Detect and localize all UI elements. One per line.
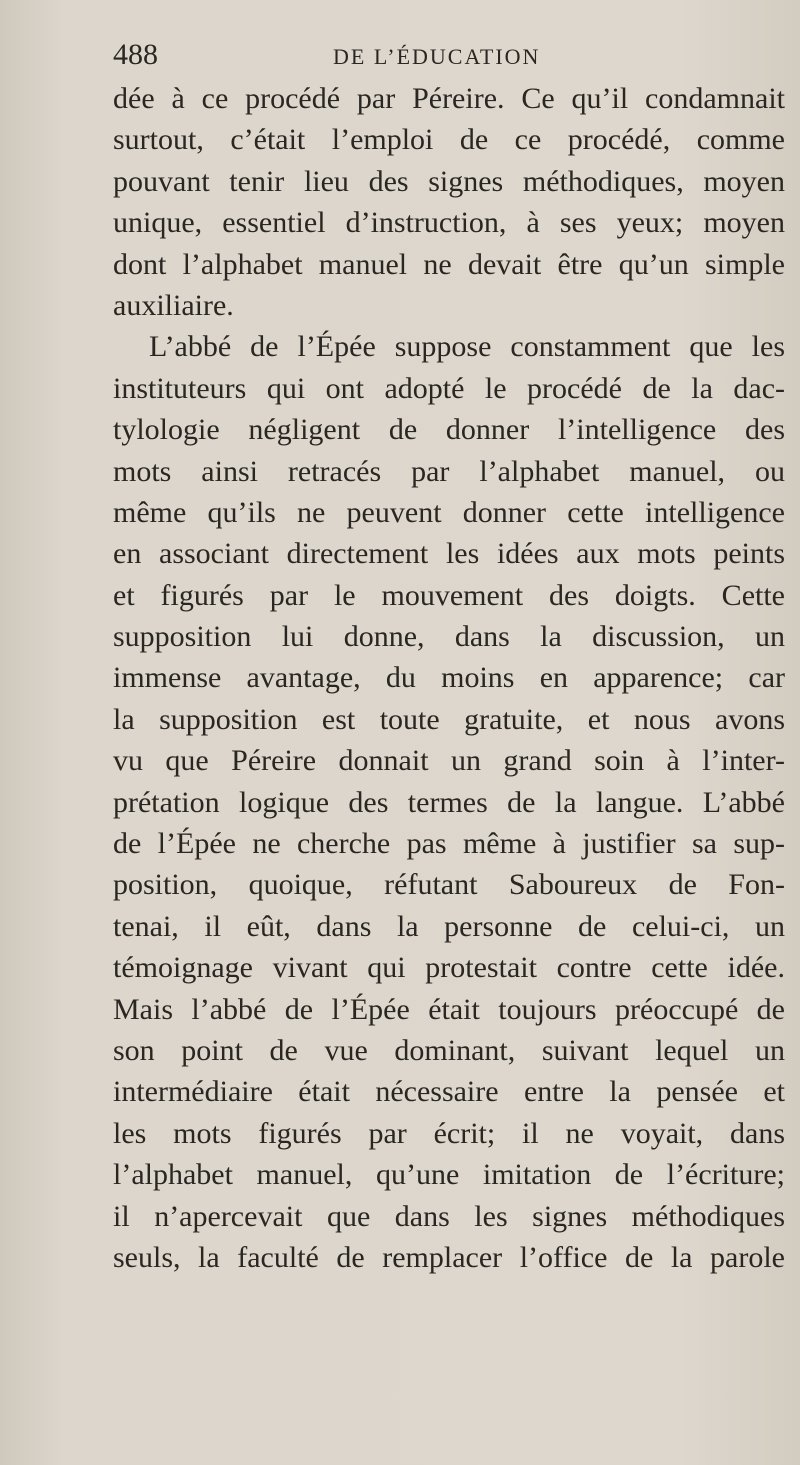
text-line: pouvant tenir lieu des signes méthodiques, moyen — [113, 164, 785, 198]
text-line: mots ainsi retracés par l’alphabet manuel, ou — [113, 454, 785, 488]
page-header — [113, 38, 785, 74]
text-line: instituteurs qui ont adopté le procédé de la dac- — [113, 371, 785, 405]
running-title: DE L’ÉDUCATION — [333, 44, 541, 69]
text-line: surtout, c’était l’emploi de ce procédé, comme — [113, 123, 785, 157]
text-line: il n’apercevait que dans les signes méthodiques — [113, 1199, 785, 1233]
text-line: intermédiaire était nécessaire entre la pensée et — [113, 1075, 785, 1109]
text-line: les mots figurés par écrit; il ne voyait, dans — [113, 1116, 785, 1150]
text-line: son point de vue dominant, suivant lequel un — [113, 1033, 785, 1067]
body-text — [113, 78, 785, 1278]
text-line: auxiliaire. — [113, 288, 234, 322]
text-line: en associant directement les idées aux mots peints — [113, 537, 785, 571]
text-line: tylologie négligent de donner l’intelligence des — [113, 413, 785, 447]
text-line: l’alphabet manuel, qu’une imitation de l’écriture; — [113, 1158, 785, 1192]
text-line: immense avantage, du moins en apparence; car — [113, 661, 785, 695]
text-line: même qu’ils ne peuvent donner cette intelligence — [113, 495, 785, 529]
text-line: Mais l’abbé de l’Épée était toujours préoccupé de — [113, 992, 785, 1026]
text-line: unique, essentiel d’instruction, à ses yeux; moyen — [113, 206, 785, 240]
text-line: et figurés par le mouvement des doigts. Cette — [113, 578, 785, 612]
text-line: seuls, la faculté de remplacer l’office de la parole — [113, 1240, 785, 1274]
text-line: tenai, il eût, dans la personne de celui-ci, un — [113, 909, 785, 943]
text-line: la supposition est toute gratuite, et nous avons — [113, 702, 785, 736]
text-line: position, quoique, réfutant Saboureux de Fon- — [113, 868, 785, 902]
text-line: dont l’alphabet manuel ne devait être qu’un simple — [113, 247, 785, 281]
text-line: témoignage vivant qui protestait contre cette idée. — [113, 951, 785, 985]
text-line: vu que Péreire donnait un grand soin à l’inter- — [113, 744, 785, 778]
text-line: de l’Épée ne cherche pas même à justifier sa sup- — [113, 827, 785, 861]
text-line: prétation logique des termes de la langue. L’abbé — [113, 785, 785, 819]
text-line: dée à ce procédé par Péreire. Ce qu’il condamnait — [113, 82, 785, 115]
text-line: supposition lui donne, dans la discussion, un — [113, 620, 785, 654]
text-line: L’abbé de l’Épée suppose constamment que les — [149, 330, 785, 364]
page-number: 488 — [113, 38, 158, 71]
